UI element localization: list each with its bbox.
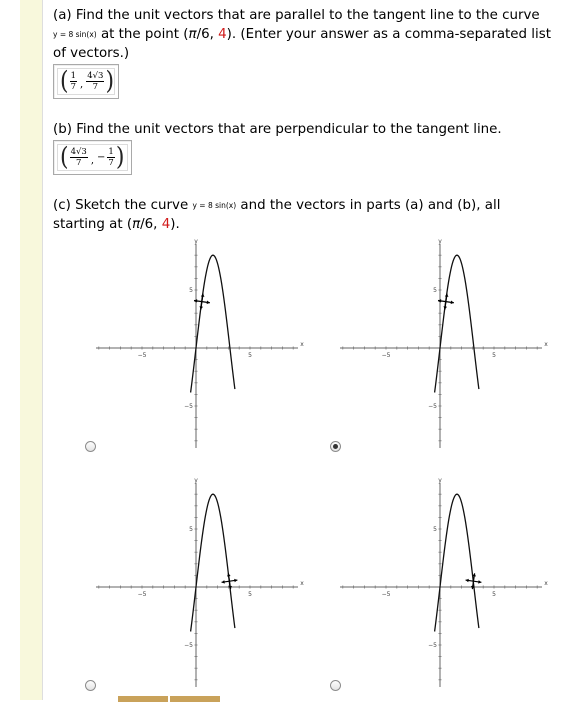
left-margin-stripe [20,0,42,700]
part-b-text: Find the unit vectors that are perpendicular to the tangent line. [71,122,502,137]
curve [435,255,479,392]
graph-option-2-radio[interactable] [330,441,341,452]
y-tick-label-neg5: −5 [184,642,193,649]
part-b-answer-field[interactable] [57,144,128,171]
part-a-fraction-1 [70,71,77,92]
open-paren: ( [60,66,69,96]
graph-option-4-radio[interactable] [330,680,341,691]
part-c-coord-tail: /6, [140,217,162,232]
part-a-equation: y = 8 sin(x) [53,30,97,39]
x-axis-label: x [544,580,548,587]
y-tick-label-neg5: −5 [184,403,193,410]
open-paren: ( [60,142,69,172]
graph-option-3-radio[interactable] [85,680,96,691]
part-b-question [53,120,553,139]
x-tick-label-neg5: −5 [381,352,391,359]
y-axis-label: y [438,238,442,245]
left-margin-rule [42,0,43,700]
close-paren: ) [115,142,125,172]
part-b-answer-box[interactable] [53,140,132,175]
x-axis-label: x [544,341,548,348]
numerator: 1 [108,147,114,157]
part-c-text-1: Sketch the curve [70,198,193,213]
close-paren: ) [105,66,115,96]
denominator: 7 [92,82,99,92]
part-a-text-1: Find the unit vectors that are parallel to the tangent line to the curve [71,8,540,23]
part-a-answer-field[interactable] [57,68,115,95]
x-tick-label-5: 5 [248,591,252,598]
part-c-question [53,196,553,234]
graph-option-1 [92,234,308,452]
graph-option-1-radio[interactable] [85,441,96,452]
y-axis-label: y [438,477,442,484]
graph-option-4 [336,473,552,691]
y-tick-label-5: 5 [189,526,193,533]
y-tick-label-neg5: −5 [428,642,437,649]
bottom-button-edge [118,696,168,702]
part-c-pi: π [132,217,141,232]
x-tick-label-neg5: −5 [137,591,147,598]
part-a-text-3: ). (Enter your answer as a comma-separated list of vectors.) [53,27,551,61]
part-b-fraction-2 [107,147,114,168]
x-tick-label-5: 5 [492,352,496,359]
part-c-value: 4 [161,217,171,232]
x-axis-label: x [300,341,304,348]
part-c-text-3: ). [170,217,180,232]
numerator: 1 [70,71,77,81]
part-a-pi: π [188,27,197,42]
bottom-button-edge [170,696,220,702]
minus-sign: − [97,152,106,163]
graph-option-2 [336,234,552,452]
x-tick-label-neg5: −5 [137,352,147,359]
comma: , [90,155,95,166]
x-axis-label: x [300,580,304,587]
part-b-label: (b) [53,122,72,137]
curve [435,494,479,631]
part-c-equation: y = 8 sin(x) [192,201,237,210]
y-axis-label: y [194,238,198,245]
part-a-question [53,6,553,63]
x-tick-label-5: 5 [492,591,496,598]
part-b-fraction-1 [70,147,88,168]
part-a-label: (a) [53,8,72,23]
part-a-text-2: at the point ( [96,27,189,42]
part-a-value: 4 [218,27,227,42]
curve [191,494,235,631]
curve [191,255,235,392]
part-c-label: (c) [53,198,71,213]
graph-option-3 [92,473,308,691]
y-tick-label-5: 5 [433,287,437,294]
numerator: 4√3 [87,71,104,81]
part-a-fraction-2 [86,71,104,92]
y-tick-label-5: 5 [189,287,193,294]
x-tick-label-neg5: −5 [381,591,391,598]
comma: , [80,79,84,90]
numerator: 4√3 [70,147,87,157]
denominator: 7 [108,158,114,168]
y-tick-label-neg5: −5 [428,403,437,410]
part-c-text-2: and the vectors in parts (a) and (b), all starting at ( [53,198,501,232]
y-axis-label: y [194,477,198,484]
part-a-coord-tail: /6, [196,27,219,42]
denominator: 7 [76,158,82,168]
part-a-answer-box[interactable] [53,64,119,99]
denominator: 7 [70,82,77,92]
y-tick-label-5: 5 [433,526,437,533]
x-tick-label-5: 5 [248,352,252,359]
